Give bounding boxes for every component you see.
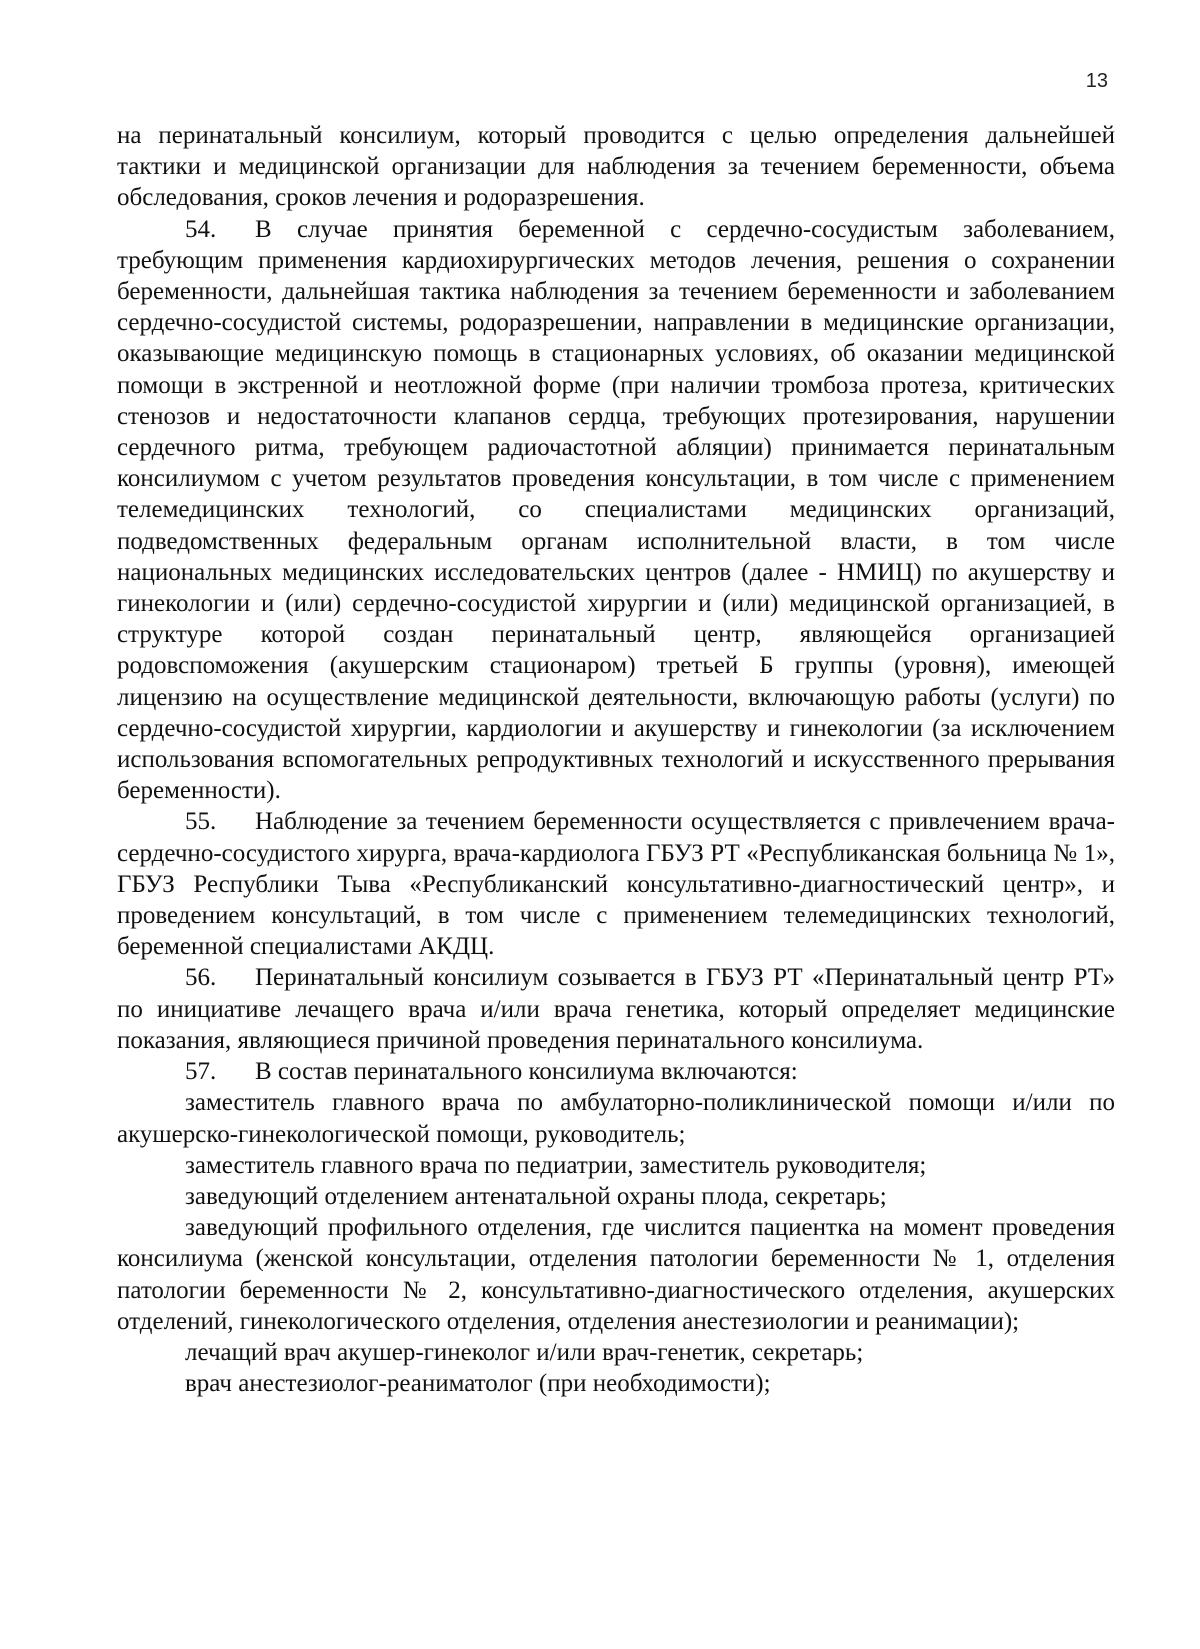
paragraph-text: В случае принятия беременной с сердечно-сосудистым заболеванием, требующим применения кардиохирургических методов лечения, решения о сохранении беременности, дальнейшая тактика наблюдения за течением беременности и заболеванием сердечно-сосудистой системы, родоразрешении, направлении в медицинские организации, оказывающие медицинскую помощь в стационарных условиях, об оказании медицинской помощи в экстренной и неотложной форме (при наличии тромбоза протеза, критических стенозов и недостаточности клапанов сердца, требующих протезирования, нарушении сердечного ритма, требующем радиочастотной абляции) принимается перинатальным консилиумом с учетом результатов проведения консультации, в том числе с применением телемедицинских технологий, со специалистами медицинских организаций, подведомственных федеральным органам исполнительной власти, в том числе национальных медицинских исследовательских центров (далее - НМИЦ) по акушерству и гинекологии и (или) сердечно-сосудистой хирургии и (или) медицинской организацией, в структуре которой создан перинатальный центр, являющейся организацией родовспоможения (акушерским стационаром) третьей Б группы (уровня), имеющей лицензию на осуществление медицинской деятельности, включающую работы (услуги) по сердечно-сосудистой хирургии, кардиологии и акушерству и гинекологии (за исключением использования вспомогательных репродуктивных технологий и искусственного прерывания беременности). <box>117 215 1115 805</box>
paragraph-number: 57. <box>185 1058 217 1086</box>
paragraph-text: заведующий профильного отделения, где числится пациентка на момент проведения консилиума (женской консультации, отделения патологии беременности № 1, отделения патологии беременности № 2, консультативно-диагностического отделения, акушерских отделений, гинекологического отделения, отделения анестезиологии и реанимации); <box>117 1214 1115 1335</box>
paragraph-number: 55. <box>185 808 217 836</box>
list-item-attending-doctor <box>117 1337 1115 1368</box>
paragraph-text: заместитель главного врача по педиатрии, заместитель руководителя; <box>185 1151 927 1179</box>
list-item-antenatal-head <box>117 1181 1115 1212</box>
paragraph-text: лечащий врач акушер-гинеколог и/или врач-генетик, секретарь; <box>185 1338 864 1366</box>
paragraph-number: 56. <box>185 964 217 992</box>
paragraph-text: заведующий отделением антенатальной охраны плода, секретарь; <box>185 1182 887 1210</box>
paragraph-text: на перинатальный консилиум, который проводится с целью определения дальнейшей тактики и медицинской организации для наблюдения за течением беременности, объема обследования, сроков лечения и родоразрешения. <box>117 122 1115 212</box>
paragraph-55 <box>117 806 1115 962</box>
document-body <box>117 120 1115 1399</box>
paragraph-text: врач анестезиолог-реаниматолог (при необходимости); <box>185 1370 771 1398</box>
paragraph-continuation <box>117 120 1115 214</box>
page-number: 13 <box>1085 70 1108 92</box>
paragraph-text: В состав перинатального консилиума включаются: <box>255 1058 798 1086</box>
paragraph-57 <box>117 1056 1115 1087</box>
paragraph-text: заместитель главного врача по амбулаторно-поликлинической помощи и/или по акушерско-гинекологической помощи, руководитель; <box>117 1089 1115 1148</box>
paragraph-text: Перинатальный консилиум созывается в ГБУЗ РТ «Перинатальный центр РТ» по инициативе лечащего врача и/или врача генетика, который определяет медицинские показания, являющиеся причиной проведения перинатального консилиума. <box>117 964 1115 1054</box>
paragraph-number: 54. <box>185 215 217 243</box>
list-item-anesthesiologist <box>117 1368 1115 1399</box>
paragraph-56 <box>117 962 1115 1056</box>
paragraph-54 <box>117 214 1115 807</box>
paragraph-text: Наблюдение за течением беременности осуществляется с привлечением врача-сердечно-сосудистого хирурга, врача-кардиолога ГБУЗ РТ «Республиканская больница № 1», ГБУЗ Республики Тыва «Республиканский консультативно-диагностический центр», и проведением консультаций, в том числе с применением телемедицинских технологий, беременной специалистами АКДЦ. <box>117 808 1115 961</box>
list-item-deputy-head <box>117 1087 1115 1149</box>
list-item-department-head <box>117 1212 1115 1337</box>
list-item-deputy-pediatrics <box>117 1150 1115 1181</box>
